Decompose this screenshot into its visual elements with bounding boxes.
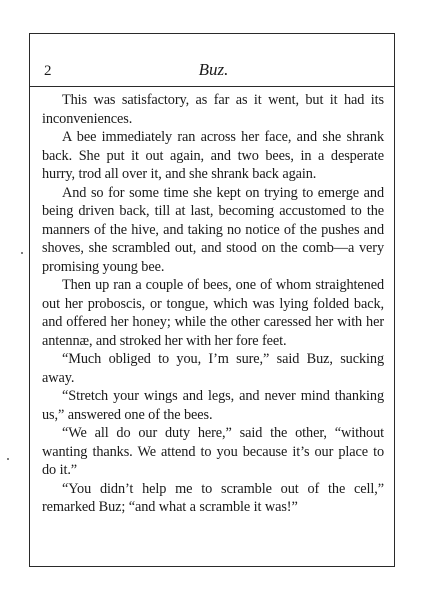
paragraph: “Stretch your wings and legs, and never mind thanking us,” answered one of the bees. bbox=[42, 388, 384, 423]
paragraph: “You didn’t help me to scramble out of the cell,” remarked Buz; “and what a scramble it was!” bbox=[42, 480, 384, 515]
body-text bbox=[42, 91, 384, 517]
running-title: Buz. bbox=[198, 60, 229, 79]
paragraph: A bee immediately ran across her face, and she shrank back. She put it out again, and two bees, in a desperate hurry, trod all over it, and she shrank back again. bbox=[42, 129, 384, 182]
page-number: 2 bbox=[44, 63, 52, 79]
paragraph: This was satisfactory, as far as it went, but it had its inconveniences. bbox=[42, 92, 384, 127]
paragraph: “We all do our duty here,” said the other, “without wanting thanks. We attend to you because it’s our place to do it.” bbox=[42, 425, 384, 478]
print-speck bbox=[7, 458, 9, 460]
paragraph: “Much obliged to you, I’m sure,” said Buz, sucking away. bbox=[42, 351, 384, 386]
paragraph: And so for some time she kept on trying to emerge and being driven back, till at last, becoming accustomed to the manners of the hive, and taking no notice of the pushes and shoves, she scrambled out, and stood on the comb—a very promising young bee. bbox=[42, 184, 384, 275]
paragraph: Then up ran a couple of bees, one of whom straightened out her proboscis, or tongue, which was lying folded back, and offered her honey; while the other caressed her with her antennæ, and stroked her with her fore feet. bbox=[42, 277, 384, 349]
print-speck bbox=[21, 252, 23, 254]
header-rule bbox=[29, 86, 395, 87]
